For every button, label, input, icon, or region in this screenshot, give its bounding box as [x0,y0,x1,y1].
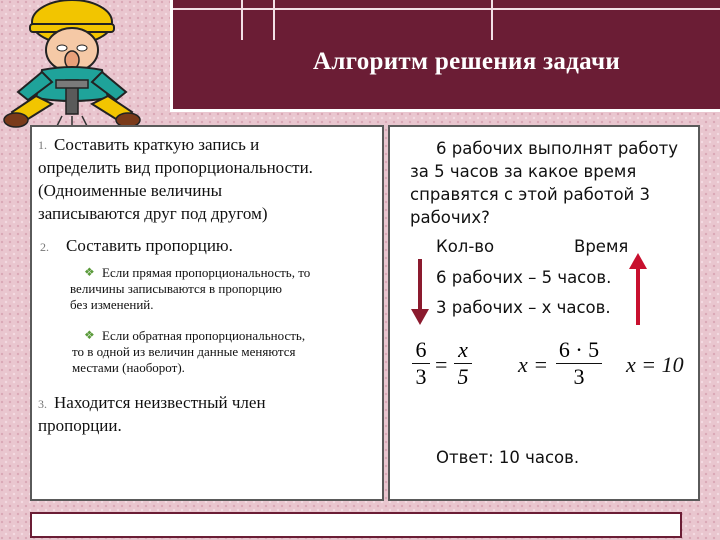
problem-text: рабочих? [410,208,490,227]
fraction-x-5: x 5 [454,339,472,388]
column-header-time: Время [574,237,629,256]
data-row: 6 рабочих – 5 часов. [436,268,612,287]
title-banner [170,0,720,112]
algorithm-panel [30,125,384,501]
column-header-quantity: Кол-во [436,237,495,256]
arrow-down-icon [410,257,430,327]
x-equals: x = [518,352,549,377]
arrow-up-icon [628,251,648,327]
banner-decor-line [173,8,720,10]
diamond-bullet-icon: ❖ [84,328,95,342]
step-number: 1. [38,138,47,152]
bullet-text: величины записываются в пропорцию [70,281,282,296]
step-text: пропорции. [38,416,122,435]
step-number: 2. [40,240,49,254]
bullet-text: Если прямая пропорциональность, то [102,265,311,280]
step-text: (Одноименные величины [38,181,222,200]
example-panel [388,125,700,501]
bullet-text: местами (наоборот). [72,360,185,375]
data-row: 3 рабочих – х часов. [436,298,611,317]
bullet-text: то в одной из величин данные меняются [72,344,296,359]
diamond-bullet-icon: ❖ [84,265,95,279]
footer-bar [30,512,682,538]
step-number: 3. [38,397,47,411]
step-text: записываются друг под другом) [38,204,268,223]
banner-decor-line [491,0,493,40]
step-text: Находится неизвестный член [54,393,266,412]
step-text: Составить пропорцию. [66,236,233,255]
bullet-text: Если обратная пропорциональность, [102,328,306,343]
banner-decor-line [241,0,243,40]
problem-text: 6 рабочих выполнят работу [436,139,679,158]
fraction-product: 6 · 5 3 [556,339,602,388]
step-text: Составить краткую запись и [54,135,260,154]
problem-text: справятся с этой работой 3 [410,185,651,204]
construction-worker-icon [0,0,170,135]
equals-sign: = [435,352,448,377]
page-title: Алгоритм решения задачи [313,48,621,75]
answer-text: Ответ: 10 часов. [436,448,580,467]
banner-decor-line [273,0,275,40]
step-text: определить вид пропорциональности. [38,158,313,177]
fraction-6-3: 6 3 [412,339,430,388]
equation-result: x = 10 [626,352,684,377]
bullet-text: без изменений. [70,297,154,312]
problem-text: за 5 часов за какое время [410,162,637,181]
